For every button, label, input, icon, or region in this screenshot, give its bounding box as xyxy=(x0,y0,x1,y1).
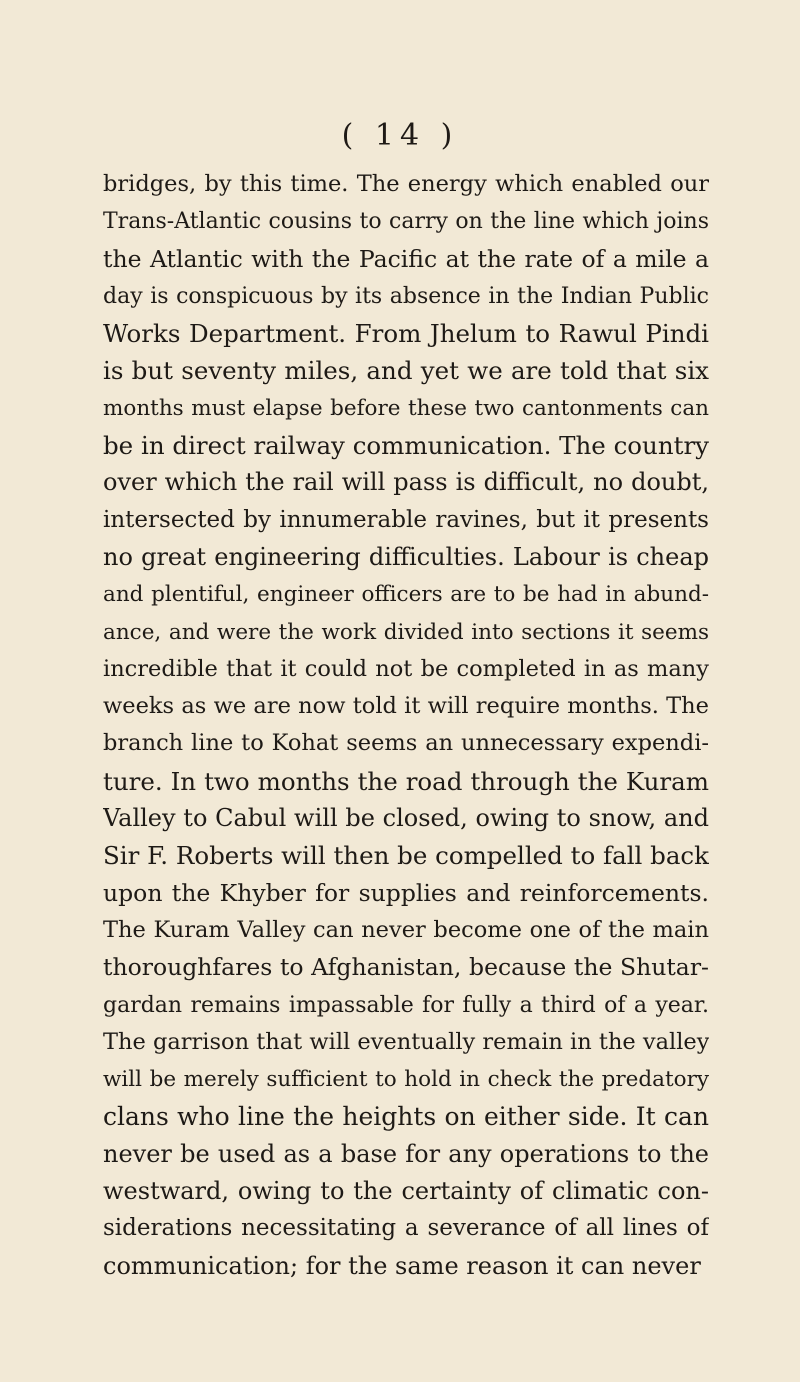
text-line: Sir F. Roberts will then be compelled to fall back xyxy=(103,841,709,871)
text-line: weeks as we are now told it will require months. The xyxy=(103,693,709,720)
text-line: never be used as a base for any operations to the xyxy=(103,1139,709,1168)
text-line: day is conspicuous by its absence in the Indian Public xyxy=(103,283,709,309)
text-line: Trans-Atlantic cousins to carry on the line which joins xyxy=(103,209,709,235)
text-line: incredible that it could not be completed in as many xyxy=(103,655,709,682)
text-line: over which the rail will pass is difficult, no doubt, xyxy=(103,468,709,497)
text-line: gardan remains impassable for fully a third of a year. xyxy=(103,992,709,1018)
text-line: Works Department. From Jhelum to Rawul Pindi xyxy=(103,319,709,349)
text-line: ture. In two months the road through the Kuram xyxy=(103,766,709,796)
text-line: thoroughfares to Afghanistan, because the Shutar- xyxy=(103,953,709,982)
text-line: Valley to Cabul will be closed, owing to snow, and xyxy=(103,804,709,833)
text-line: be in direct railway communication. The country xyxy=(103,431,709,461)
text-line: the Atlantic with the Pacific at the rate of a mile a xyxy=(103,244,709,273)
text-line: siderations necessitating a severance of all lines of xyxy=(103,1215,709,1242)
text-line: ance, and were the work divided into sections it seems xyxy=(103,619,709,645)
text-line: communication; for the same reason it can never xyxy=(103,1251,701,1280)
text-line: intersected by innumerable ravines, but it presents xyxy=(103,506,709,533)
text-line: upon the Khyber for supplies and reinforcements. xyxy=(103,878,709,907)
text-line: months must elapse before these two cantonments can xyxy=(103,395,709,421)
text-line: and plentiful, engineer officers are to be had in abund- xyxy=(103,582,709,608)
body-text xyxy=(103,166,709,1285)
text-line: clans who line the heights on either side. It can xyxy=(103,1102,709,1132)
text-line: will be merely sufficient to hold in check the predatory xyxy=(103,1067,709,1093)
text-line: The Kuram Valley can never become one of the main xyxy=(103,916,709,943)
text-line: no great engineering difficulties. Labour is cheap xyxy=(103,542,709,571)
text-line: branch line to Kohat seems an unnecessary expendi- xyxy=(103,730,709,757)
text-line: bridges, by this time. The energy which enabled our xyxy=(103,171,709,197)
text-line: The garrison that will eventually remain in the valley xyxy=(103,1028,709,1055)
page-number: ( 14 ) xyxy=(341,118,459,153)
text-line: is but seventy miles, and yet we are told that six xyxy=(103,356,709,386)
text-line: westward, owing to the certainty of climatic con- xyxy=(103,1177,709,1206)
